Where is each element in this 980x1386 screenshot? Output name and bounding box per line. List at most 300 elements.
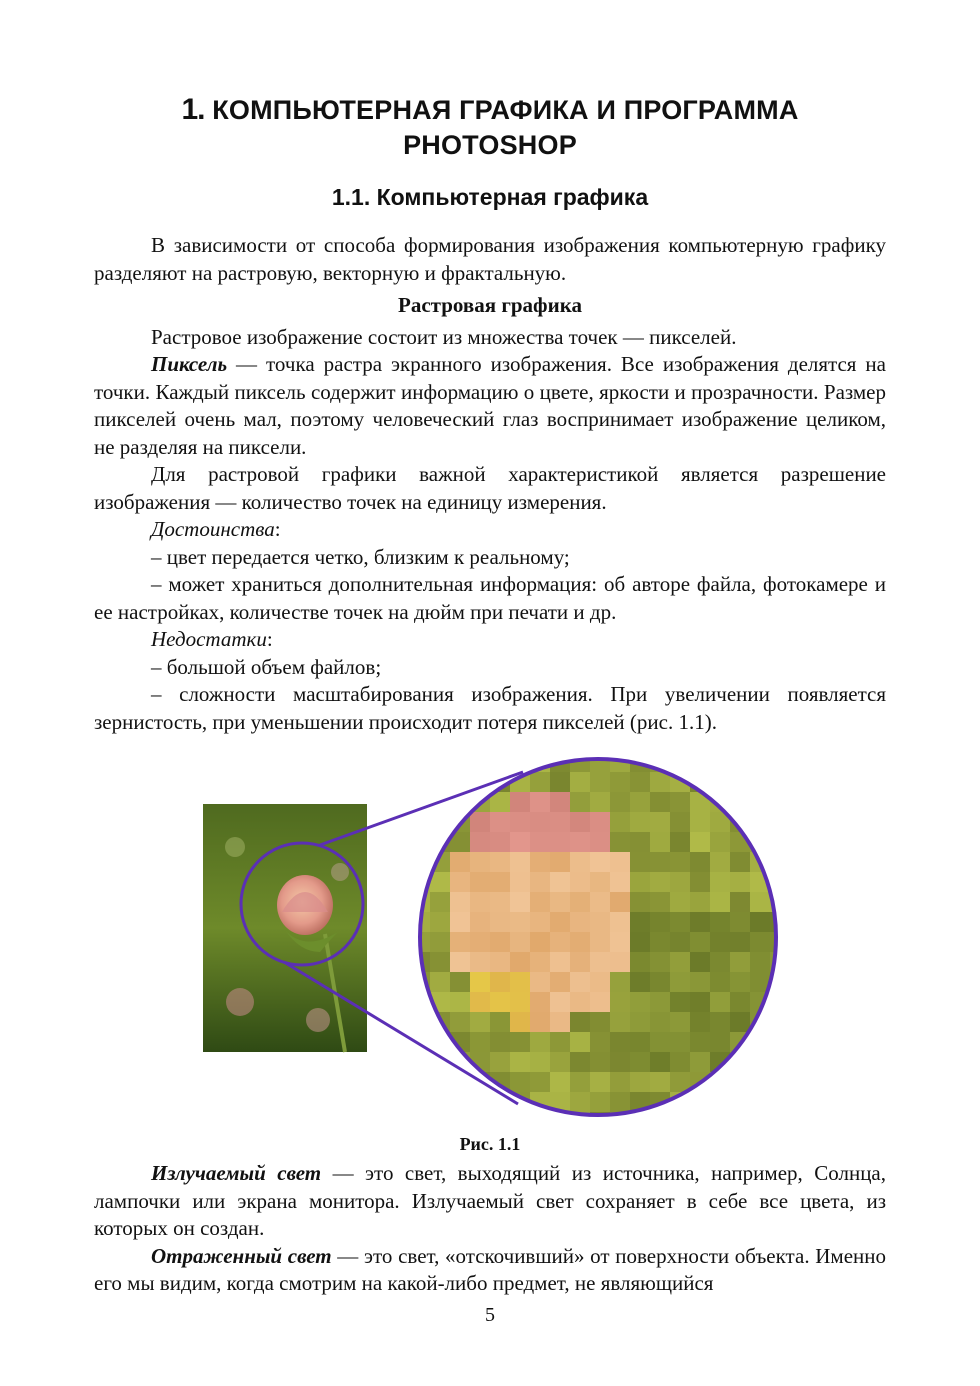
pixel-definition xyxy=(94,351,886,461)
pixel-cell xyxy=(490,992,510,1012)
body-text-upper xyxy=(94,232,886,736)
pixel-cell xyxy=(690,1112,710,1122)
pixel-cell xyxy=(550,812,570,832)
pixel-cell xyxy=(610,812,630,832)
pixel-cell xyxy=(470,872,490,892)
pixel-cell xyxy=(410,812,430,832)
pixel-cell xyxy=(530,1112,550,1122)
pixel-cell xyxy=(690,812,710,832)
pixel-cell xyxy=(670,832,690,852)
pixel-cell xyxy=(690,892,710,912)
pixel-cell xyxy=(710,1032,730,1052)
pixel-cell xyxy=(430,892,450,912)
figure-illustration xyxy=(200,752,810,1122)
pixel-cell xyxy=(530,1072,550,1092)
pixel-cell xyxy=(610,1032,630,1052)
pixel-cell xyxy=(650,952,670,972)
pixel-cell xyxy=(550,1012,570,1032)
disadvantage-item: – большой объем файлов; xyxy=(151,654,382,679)
pixel-cell xyxy=(590,832,610,852)
pixel-cell xyxy=(590,1032,610,1052)
pixel-cell xyxy=(430,752,450,772)
pixel-cell xyxy=(650,1072,670,1092)
pixel-cell xyxy=(590,1052,610,1072)
pixel-cell xyxy=(490,972,510,992)
pixel-cell xyxy=(630,952,650,972)
pixel-cell xyxy=(770,772,790,792)
pixel-cell xyxy=(650,872,670,892)
pixel-cell xyxy=(550,972,570,992)
pixel-cell xyxy=(770,752,790,772)
pixel-cell xyxy=(630,972,650,992)
pixel-cell xyxy=(450,1072,470,1092)
pixel-cell xyxy=(510,892,530,912)
section-title: 1.1. Компьютерная графика xyxy=(331,184,649,210)
pixel-cell xyxy=(410,852,430,872)
pixel-cell xyxy=(650,792,670,812)
chapter-title-line2: PHOTOSHOP xyxy=(403,130,577,160)
pixel-cell xyxy=(730,772,750,792)
pixel-cell xyxy=(570,812,590,832)
advantage-item: – цвет передается четко, близким к реальному; xyxy=(151,544,570,569)
intro-paragraph: В зависимости от способа формирования изображения компьютерную графику разделяют на растровую, векторную и фрактальную. xyxy=(94,233,886,285)
pixel-cell xyxy=(670,952,690,972)
pixel-cell xyxy=(430,1092,450,1112)
emitted-light-text: — это свет, выходящий из источника, например, Солнца, лампочки или экрана монитора. Излучаемый свет сохраняет в себе все цвета, из которых он создан. xyxy=(94,1161,886,1240)
disadvantage-item: – сложности масштабирования изображения. При увеличении появляется зернистость, при уменьшении происходит потеря пикселей (рис. 1.1). xyxy=(94,682,886,734)
pixel-cell xyxy=(690,912,710,932)
pixel-cell xyxy=(510,1052,530,1072)
pixel-cell xyxy=(730,872,750,892)
pixel-cell xyxy=(490,872,510,892)
pixel-cell xyxy=(450,1012,470,1032)
pixel-cell xyxy=(570,832,590,852)
pixel-cell xyxy=(450,952,470,972)
pixel-cell xyxy=(590,972,610,992)
pixel-cell xyxy=(770,1072,790,1092)
disadvantages-label-text: Недостатки xyxy=(151,627,267,651)
chapter-title-line1: КОМПЬЮТЕРНАЯ ГРАФИКА И ПРОГРАММА xyxy=(212,95,799,125)
pixel-cell xyxy=(710,992,730,1012)
pixel-cell xyxy=(510,812,530,832)
pixel-cell xyxy=(570,952,590,972)
pixel-cell xyxy=(730,892,750,912)
pixel-cell xyxy=(690,1092,710,1112)
pixel-cell xyxy=(630,872,650,892)
pixel-cell xyxy=(750,752,770,772)
pixel-cell xyxy=(530,852,550,872)
pixel-cell xyxy=(610,1052,630,1072)
pixel-cell xyxy=(710,932,730,952)
pixel-cell xyxy=(570,972,590,992)
pixel-cell xyxy=(570,1012,590,1032)
figure-pixel-zoom xyxy=(200,752,810,1122)
pixel-cell xyxy=(530,832,550,852)
pixel-cell xyxy=(490,932,510,952)
pixel-cell xyxy=(670,892,690,912)
pixel-cell xyxy=(550,852,570,872)
reflected-light-term: Отраженный свет xyxy=(151,1243,332,1268)
pixel-cell xyxy=(450,872,470,892)
pixel-cell xyxy=(730,1092,750,1112)
pixel-cell xyxy=(610,832,630,852)
pixel-cell xyxy=(630,1012,650,1032)
pixel-cell xyxy=(490,1052,510,1072)
pixel-cell xyxy=(690,752,710,772)
pixel-cell xyxy=(530,892,550,912)
pixel-cell xyxy=(750,952,770,972)
pixel-cell xyxy=(730,1012,750,1032)
pixel-cell xyxy=(690,932,710,952)
pixel-cell xyxy=(770,1112,790,1122)
raster-paragraph-1: Растровое изображение состоит из множества точек — пикселей. xyxy=(151,324,737,349)
pixel-cell xyxy=(590,932,610,952)
pixel-cell xyxy=(670,972,690,992)
pixel-cell xyxy=(670,932,690,952)
pixel-cell xyxy=(670,752,690,772)
pixel-cell xyxy=(550,952,570,972)
pixel-cell xyxy=(630,1032,650,1052)
pixel-cell xyxy=(750,1052,770,1072)
pixel-cell xyxy=(450,772,470,792)
pixel-cell xyxy=(530,932,550,952)
pixel-cell xyxy=(590,1072,610,1092)
pixel-cell xyxy=(530,1032,550,1052)
pixel-cell xyxy=(470,892,490,912)
pixel-cell xyxy=(670,812,690,832)
emitted-light-term: Излучаемый свет xyxy=(151,1161,322,1185)
chapter-title xyxy=(90,92,890,163)
pixel-cell xyxy=(710,752,730,772)
pixel-cell xyxy=(570,852,590,872)
pixel-cell xyxy=(630,832,650,852)
pixel-term: Пиксель xyxy=(151,352,228,376)
raster-paragraph-3: Для растровой графики важной характеристикой является разрешение изображения — количество точек на единицу измерения. xyxy=(94,462,886,514)
pixel-cell xyxy=(530,912,550,932)
pixel-cell xyxy=(610,912,630,932)
pixel-cell xyxy=(670,792,690,812)
figure-caption: Рис. 1.1 xyxy=(459,1134,521,1154)
advantages-label-text: Достоинства xyxy=(151,517,275,541)
pixel-cell xyxy=(570,772,590,792)
pixel-cell xyxy=(450,852,470,872)
pixel-cell xyxy=(510,952,530,972)
pixel-cell xyxy=(430,1072,450,1092)
pixel-cell xyxy=(730,972,750,992)
pixel-cell xyxy=(450,752,470,772)
pixel-cell xyxy=(510,1112,530,1122)
pixel-cell xyxy=(510,1032,530,1052)
pixel-cell xyxy=(630,772,650,792)
pixel-cell xyxy=(750,892,770,912)
pixel-cell xyxy=(510,972,530,992)
pixel-cell xyxy=(610,1072,630,1092)
pixel-cell xyxy=(610,892,630,912)
pixel-cell xyxy=(490,832,510,852)
pixel-cell xyxy=(650,992,670,1012)
pixel-cell xyxy=(690,1032,710,1052)
pixel-cell xyxy=(530,1012,550,1032)
pixel-cell xyxy=(570,1032,590,1052)
body-text-lower xyxy=(94,1160,886,1298)
pixel-cell xyxy=(630,892,650,912)
pixel-cell xyxy=(490,912,510,932)
pixel-cell xyxy=(490,1092,510,1112)
pixel-cell xyxy=(590,852,610,872)
pixel-cell xyxy=(410,992,430,1012)
pixelated-zoom xyxy=(400,752,810,1122)
pixel-cell xyxy=(750,1032,770,1052)
pixel-cell xyxy=(670,852,690,872)
advantage-item: – может храниться дополнительная информация: об авторе файла, фотокамере и ее настройках, количестве точек на дюйм при печати и др. xyxy=(94,572,886,624)
pixel-cell xyxy=(710,852,730,872)
pixel-cell xyxy=(630,992,650,1012)
pixel-cell xyxy=(710,952,730,972)
pixel-cell xyxy=(770,1012,790,1032)
pixel-cell xyxy=(750,1092,770,1112)
pixel-cell xyxy=(690,1012,710,1032)
pixel-cell xyxy=(650,972,670,992)
pixel-cell xyxy=(490,1012,510,1032)
pixel-cell xyxy=(750,1112,770,1122)
pixel-cell xyxy=(770,792,790,812)
pixel-cell xyxy=(550,772,570,792)
pixel-cell xyxy=(550,792,570,812)
pixel-cell xyxy=(570,1072,590,1092)
pixel-cell xyxy=(770,1092,790,1112)
pixel-cell xyxy=(530,772,550,792)
pixel-cell xyxy=(550,1072,570,1092)
pixel-cell xyxy=(630,1072,650,1092)
pixel-cell xyxy=(510,992,530,1012)
pixel-cell xyxy=(730,852,750,872)
pixel-cell xyxy=(490,892,510,912)
pixel-cell xyxy=(690,972,710,992)
pixel-cell xyxy=(570,872,590,892)
pixel-cell xyxy=(650,812,670,832)
pixel-cell xyxy=(550,932,570,952)
pixel-cell xyxy=(470,1012,490,1032)
pixel-cell xyxy=(550,872,570,892)
pixel-cell xyxy=(610,1012,630,1032)
pixel-cell xyxy=(430,952,450,972)
pixel-cell xyxy=(650,852,670,872)
pixel-cell xyxy=(630,812,650,832)
pixel-cell xyxy=(410,752,430,772)
page-number: 5 xyxy=(485,1304,495,1326)
pixel-cell xyxy=(650,1112,670,1122)
pixel-cell xyxy=(770,932,790,952)
pixel-cell xyxy=(590,772,610,792)
pixel-cell xyxy=(670,912,690,932)
pixel-cell xyxy=(690,852,710,872)
pixel-cell xyxy=(650,932,670,952)
pixel-cell xyxy=(530,1052,550,1072)
pixel-cell xyxy=(450,932,470,952)
pixel-cell xyxy=(650,1052,670,1072)
pixel-cell xyxy=(630,852,650,872)
pixel-cell xyxy=(690,992,710,1012)
pixel-cell xyxy=(470,932,490,952)
pixel-cell xyxy=(750,772,770,792)
reflected-light-paragraph xyxy=(94,1243,886,1298)
pixel-cell xyxy=(590,892,610,912)
pixel-cell xyxy=(710,832,730,852)
pixel-cell xyxy=(450,1092,470,1112)
pixel-cell xyxy=(650,1032,670,1052)
pixel-cell xyxy=(610,972,630,992)
pixel-cell xyxy=(710,892,730,912)
pixel-cell xyxy=(590,952,610,972)
pixel-cell xyxy=(530,872,550,892)
pixel-cell xyxy=(470,992,490,1012)
pixel-cell xyxy=(530,792,550,812)
pixel-cell xyxy=(570,892,590,912)
pixel-cell xyxy=(770,1032,790,1052)
pixel-cell xyxy=(450,1112,470,1122)
reflected-light-text: — это свет, «отскочивший» от поверхности объекта. Именно его мы видим, когда смотрим на какой-либо предмет, не являющийся xyxy=(94,1243,886,1295)
pixel-cell xyxy=(730,1112,750,1122)
pixel-cell xyxy=(470,972,490,992)
pixel-cell xyxy=(770,852,790,872)
pixel-cell xyxy=(630,912,650,932)
pixel-cell xyxy=(770,832,790,852)
pixel-cell xyxy=(630,932,650,952)
pixel-cell xyxy=(690,952,710,972)
pixel-cell xyxy=(770,872,790,892)
pixel-cell xyxy=(430,772,450,792)
pixel-cell xyxy=(450,912,470,932)
pixel-cell xyxy=(510,932,530,952)
pixel-cell xyxy=(610,772,630,792)
pixel-cell xyxy=(590,1012,610,1032)
pixel-cell xyxy=(530,972,550,992)
pixel-cell xyxy=(450,892,470,912)
pixel-cell xyxy=(650,912,670,932)
pixel-cell xyxy=(510,752,530,772)
pixel-cell xyxy=(730,932,750,952)
pixel-cell xyxy=(570,912,590,932)
pixel-cell xyxy=(590,752,610,772)
pixel-cell xyxy=(630,792,650,812)
pixel-cell xyxy=(770,1052,790,1072)
pixel-cell xyxy=(750,812,770,832)
pixel-cell xyxy=(590,872,610,892)
pixel-cell xyxy=(410,832,430,852)
pixel-cell xyxy=(550,832,570,852)
pixel-cell xyxy=(590,812,610,832)
pixel-cell xyxy=(470,812,490,832)
pixel-cell xyxy=(590,992,610,1012)
pixel-cell xyxy=(630,1052,650,1072)
pixel-cell xyxy=(610,932,630,952)
pixel-cell xyxy=(730,792,750,812)
pixel-cell xyxy=(730,1072,750,1092)
pixel-cell xyxy=(670,1112,690,1122)
pixel-cell xyxy=(430,932,450,952)
pixel-cell xyxy=(470,912,490,932)
pixel-cell xyxy=(570,792,590,812)
pixel-definition-text: — точка растра экранного изображения. Все изображения делятся на точки. Каждый пиксель содержит информацию о цвете, яркости и прозрачности. Размер пикселей очень мал, поэтому человеческий глаз воспринимает изображение целиком, не разделяя на пиксели. xyxy=(94,352,886,459)
pixel-cell xyxy=(450,992,470,1012)
pixel-cell xyxy=(610,872,630,892)
pixel-cell xyxy=(490,812,510,832)
pixel-cell xyxy=(670,1012,690,1032)
pixel-cell xyxy=(770,812,790,832)
pixel-cell xyxy=(610,1092,630,1112)
pixel-cell xyxy=(670,872,690,892)
pixel-cell xyxy=(470,952,490,972)
pixel-cell xyxy=(670,1052,690,1072)
pixel-cell xyxy=(670,1032,690,1052)
pixel-cell xyxy=(410,1052,430,1072)
pixel-cell xyxy=(570,1052,590,1072)
pixel-cell xyxy=(770,992,790,1012)
pixel-cell xyxy=(610,792,630,812)
pixel-cell xyxy=(470,1112,490,1122)
pixel-cell xyxy=(470,832,490,852)
pixel-cell xyxy=(710,1092,730,1112)
pixel-cell xyxy=(410,1072,430,1092)
pixel-cell xyxy=(510,792,530,812)
pixel-cell xyxy=(510,1012,530,1032)
pixel-cell xyxy=(470,1092,490,1112)
pixel-cell xyxy=(610,992,630,1012)
pixel-cell xyxy=(730,952,750,972)
pixel-cell xyxy=(490,752,510,772)
pixel-cell xyxy=(410,1012,430,1032)
pixel-cell xyxy=(570,992,590,1012)
pixel-cell xyxy=(710,972,730,992)
pixel-cell xyxy=(550,992,570,1012)
pixel-cell xyxy=(650,892,670,912)
pixel-cell xyxy=(430,1032,450,1052)
pixel-cell xyxy=(510,872,530,892)
emitted-light-paragraph xyxy=(94,1160,886,1243)
pixel-cell xyxy=(530,992,550,1012)
pixel-cell xyxy=(490,1032,510,1052)
pixel-cell xyxy=(650,1012,670,1032)
pixel-cell xyxy=(470,752,490,772)
pixel-cell xyxy=(570,1092,590,1112)
pixel-cell xyxy=(590,1092,610,1112)
pixel-cell xyxy=(750,792,770,812)
pixel-cell xyxy=(690,832,710,852)
pixel-cell xyxy=(730,752,750,772)
pixel-cell xyxy=(490,852,510,872)
pixel-cell xyxy=(730,992,750,1012)
pixel-cell xyxy=(490,952,510,972)
pixel-cell xyxy=(550,1032,570,1052)
pixel-cell xyxy=(750,932,770,952)
pixel-cell xyxy=(490,1112,510,1122)
pixel-cell xyxy=(510,912,530,932)
chapter-number: 1. xyxy=(181,93,205,126)
pixel-cell xyxy=(650,832,670,852)
pixel-cell xyxy=(710,872,730,892)
pixel-cell xyxy=(470,1032,490,1052)
pixel-cell xyxy=(450,972,470,992)
pixel-cell xyxy=(670,992,690,1012)
pixel-cell xyxy=(550,892,570,912)
pixel-cell xyxy=(590,912,610,932)
pixel-cell xyxy=(410,1112,430,1122)
pixel-cell xyxy=(510,832,530,852)
pixel-cell xyxy=(750,912,770,932)
disadvantages-label: Недостатки: xyxy=(151,627,273,651)
pixel-cell xyxy=(530,812,550,832)
pixel-cell xyxy=(510,1072,530,1092)
